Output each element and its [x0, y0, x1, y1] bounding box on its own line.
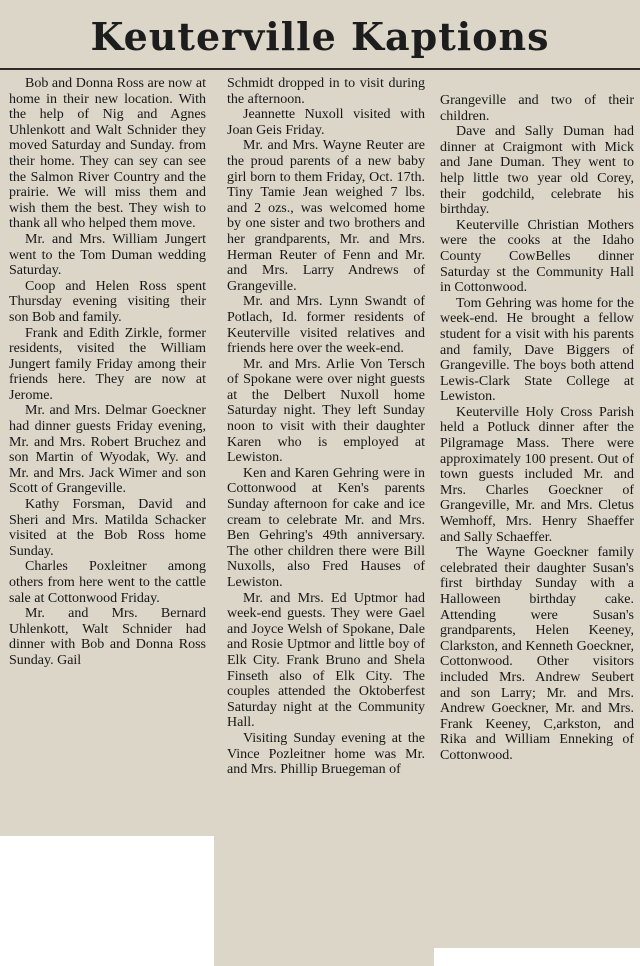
column-3: [440, 93, 634, 764]
masthead: [0, 0, 640, 70]
news-item: Mr. and Mrs. Lynn Swandt of Potlach, Id. former residents of Keuterville visited relatives and friends here over the week-end.: [227, 294, 425, 357]
news-item: Visiting Sunday evening at the Vince Pozleitner home was Mr. and Mrs. Phillip Bruegeman of: [227, 730, 425, 778]
news-item: Mr. and Mrs. Arlie Von Tersch of Spokane were over night guests at the Delbert Nuxoll home Saturday night. They left Sunday noon to visit with their daughter Karen who is employed at Lewiston.: [227, 356, 425, 466]
news-item-continued: Schmidt dropped in to visit during the afternoon.: [227, 76, 425, 107]
news-item: Ken and Karen Gehring were in Cottonwood at Ken's parents Sunday afternoon for cake and ice cream to celebrate Mr. and Mrs. Ben Gehring's 49th anniversary. The other children there were Bill Nuxolls, also Fred Hauses of Lewiston.: [227, 465, 425, 590]
news-item: Keuterville Christian Mothers were the cooks at the Idaho County CowBelles dinner Saturday st the Community Hall in Cottonwood.: [440, 217, 634, 296]
news-item: Mr. and Mrs. Delmar Goeckner had dinner guests Friday evening, Mr. and Mrs. Robert Bruchez and son Martin of Wyodak, Wy. and Mr. and Mrs. Jack Wimer and son Scott of Grangeville.: [9, 403, 206, 497]
news-item: Mr. and Mrs. William Jungert went to the Tom Duman wedding Saturday.: [9, 231, 206, 279]
news-item-continued: Grangeville and two of their children.: [440, 93, 634, 124]
news-item: Tom Gehring was home for the week-end. He brought a fellow student for a visit with his parents and family, Dave Biggers of Grangeville. The boys both attend Lewis-Clark State College at Lewiston.: [440, 295, 634, 405]
news-item: Charles Poxleitner among others from here went to the cattle sale at Cottonwood Friday.: [9, 559, 206, 606]
news-item: Frank and Edith Zirkle, former residents, visited the William Jungert family Friday among their friends here. They are now at Jerome.: [9, 325, 206, 403]
column-2: [227, 76, 425, 778]
news-item: Dave and Sally Duman had dinner at Craigmont with Mick and Jane Duman. They went to help little two year old Corey, their godchild, celebrate his birthday.: [440, 124, 634, 218]
column-1: [9, 76, 206, 669]
news-item: Mr. and Mrs. Ed Uptmor had week-end guests. They were Gael and Joyce Welsh of Spokane, Dale and Rosie Uptmor and little boy of Elk City. Frank Bruno and Shela Finseth also of Elk City. The couples attended the Oktoberfest Saturday night at the Community Hall.: [227, 590, 425, 731]
news-item: Coop and Helen Ross spent Thursday evening visiting their son Bob and family.: [9, 278, 206, 325]
news-item: Mr. and Mrs. Wayne Reuter are the proud parents of a new baby girl born to them Friday, Oct. 17th. Tiny Tamie Jean weighed 7 lbs. and 2 ozs., was welcomed home by one sister and two brothers and her grandparents, Mr. and Mrs. Herman Reuter of Fenn and Mr. and Mrs. Larry Andrews of Grangeville.: [227, 138, 425, 294]
column-title: Keuterville Kaptions: [90, 14, 550, 59]
news-item: Bob and Donna Ross are now at home in their new location. With the help of Nig and Agnes Uhlenkott and Walt Schnider they moved Saturday and Sunday. from their home. They can sey can see the Salmon River Country and the prairie. We will miss them and wish them the best. They wish to thank all who helped them move.: [9, 76, 206, 232]
news-item: Kathy Forsman, David and Sheri and Mrs. Matilda Schacker visited at the Bob Ross home Sunday.: [9, 497, 206, 559]
news-item: The Wayne Goeckner family celebrated their daughter Susan's first birthday Sunday with a Halloween birthday cake. Attending were Susan's grandparents, Helen Keeney, Clarkston, and Kenneth Goeckner, Cottonwood. Other visitors included Mrs. Andrew Seubert and son Larry; Mr. and Mrs. Andrew Goeckner, Mr. and Mrs. Frank Keeney, C,arkston, and Rika and William Enneking of Cottonwood.: [440, 545, 634, 763]
news-item: Mr. and Mrs. Bernard Uhlenkott, Walt Schnider had dinner with Bob and Donna Ross Sunday. Gail: [9, 606, 206, 668]
news-item: Keuterville Holy Cross Parish held a Potluck dinner after the Pilgramage Mass. There were approximately 100 present. Out of town guests included Mr. and Mrs. Charles Goeckner of Grangeville, Mr. and Mrs. Cletus Wemhoff, Mrs. Henry Shaeffer and Sally Schaeffer.: [440, 404, 634, 545]
news-item: Jeannette Nuxoll visited with Joan Geis Friday.: [227, 107, 425, 138]
